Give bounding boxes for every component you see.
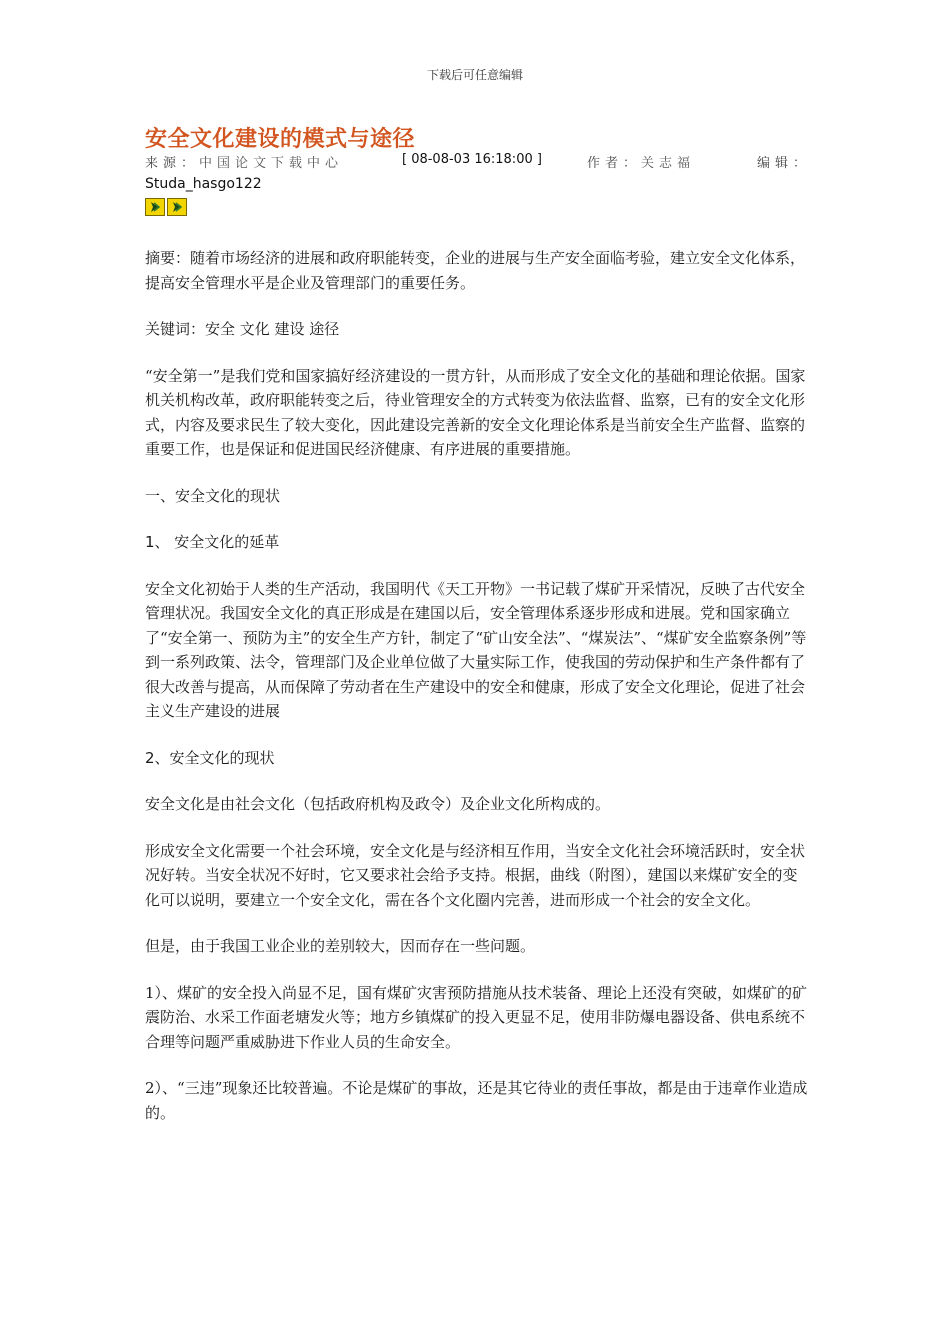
subsection-heading: 1、 安全文化的延革 — [145, 533, 280, 551]
body-paragraph: 形成安全文化需要一个社会环境，安全文化是与经济相互作用，当安全文化社会环境活跃时，安全状况好转。当安全状况不好时，它又要求社会给予支持。根据，曲线（附图），建国以来煤矿安全的变化可以说明，要建立一个安全文化，需在各个文化圈内完善，进而形成一个社会的安全文化。 — [145, 841, 806, 909]
body-paragraph: “安全第一”是我们党和国家搞好经济建设的一贯方针，从而形成了安全文化的基础和理论依据。国家机关机构改革，政府职能转变之后，待业管理安全的方式转变为依法监督、监察，已有的安全文化形式，内容及要求民生了较大变化，因此建设完善新的安全文化理论体系是当前安全生产监督、监察的重要工作，也是保证和促进国民经济健康、有序进展的重要措施。 — [145, 366, 806, 458]
publish-datetime: [ 08-08-03 16:18:00 ] — [402, 152, 542, 167]
list-item: 1）、煤矿的安全投入尚显不足，国有煤矿灾害预防措施从技术装备、理论上还没有突破，如煤矿的矿震防治、水采工作面老塘发火等；地方乡镇煤矿的投入更显不足，使用非防爆电器设备、供电系统不合理等问题严重威胁进下作业人员的生命安全。 — [145, 983, 808, 1051]
source-label: 来源： — [145, 156, 200, 171]
arrow-icon[interactable] — [167, 198, 187, 216]
icon-toolbar — [145, 198, 187, 216]
body-paragraph: 安全文化初始于人类的生产活动，我国明代《天工开物》一书记载了煤矿开采情况，反映了古代安全管理状况。我国安全文化的真正形成是在建国以后，安全管理体系逐步形成和进展。党和国家确立了“安全第一、预防为主”的安全生产方针，制定了“矿山安全法”、“煤炭法”、“煤矿安全监察条例”等到一系列政策、法令，管理部门及企业单位做了大量实际工作，使我国的劳动保护和生产条件都有了很大改善与提高，从而保障了劳动者在生产建设中的安全和健康，形成了安全文化理论，促进了社会主义生产建设的进展 — [145, 579, 807, 720]
editor-label: 编辑： — [757, 156, 812, 171]
article-body — [145, 246, 810, 1147]
article-meta — [145, 152, 810, 171]
abstract-paragraph: 摘要：随着市场经济的进展和政府职能转变，企业的进展与生产安全面临考验，建立安全文化体系，提高安全管理水平是企业及管理部门的重要任务。 — [145, 249, 806, 292]
editor-value: Studa_hasgo122 — [145, 176, 262, 192]
body-paragraph: 但是，由于我国工业企业的差别较大，因而存在一些问题。 — [145, 937, 536, 955]
keywords-paragraph: 关键词：安全 文化 建设 途径 — [145, 320, 340, 338]
arrow-icon[interactable] — [145, 198, 165, 216]
header-note: 下载后可任意编辑 — [426, 68, 523, 82]
section-heading: 一、安全文化的现状 — [145, 486, 281, 505]
author-label: 作者： — [587, 156, 642, 171]
source-value: 中国论文下载中心 — [199, 156, 344, 171]
author-info — [587, 152, 695, 171]
body-paragraph: 安全文化是由社会文化（包括政府机构及政令）及企业文化所构成的。 — [145, 795, 611, 813]
subsection-heading: 2、安全文化的现状 — [145, 748, 275, 767]
article-title: 安全文化建设的模式与途径 — [145, 127, 416, 152]
list-item: 2）、“三违”现象还比较普遍。不论是煤矿的事故，还是其它待业的责任事故，都是由于违章作业造成的。 — [145, 1079, 808, 1122]
author-value: 关志福 — [641, 156, 696, 171]
